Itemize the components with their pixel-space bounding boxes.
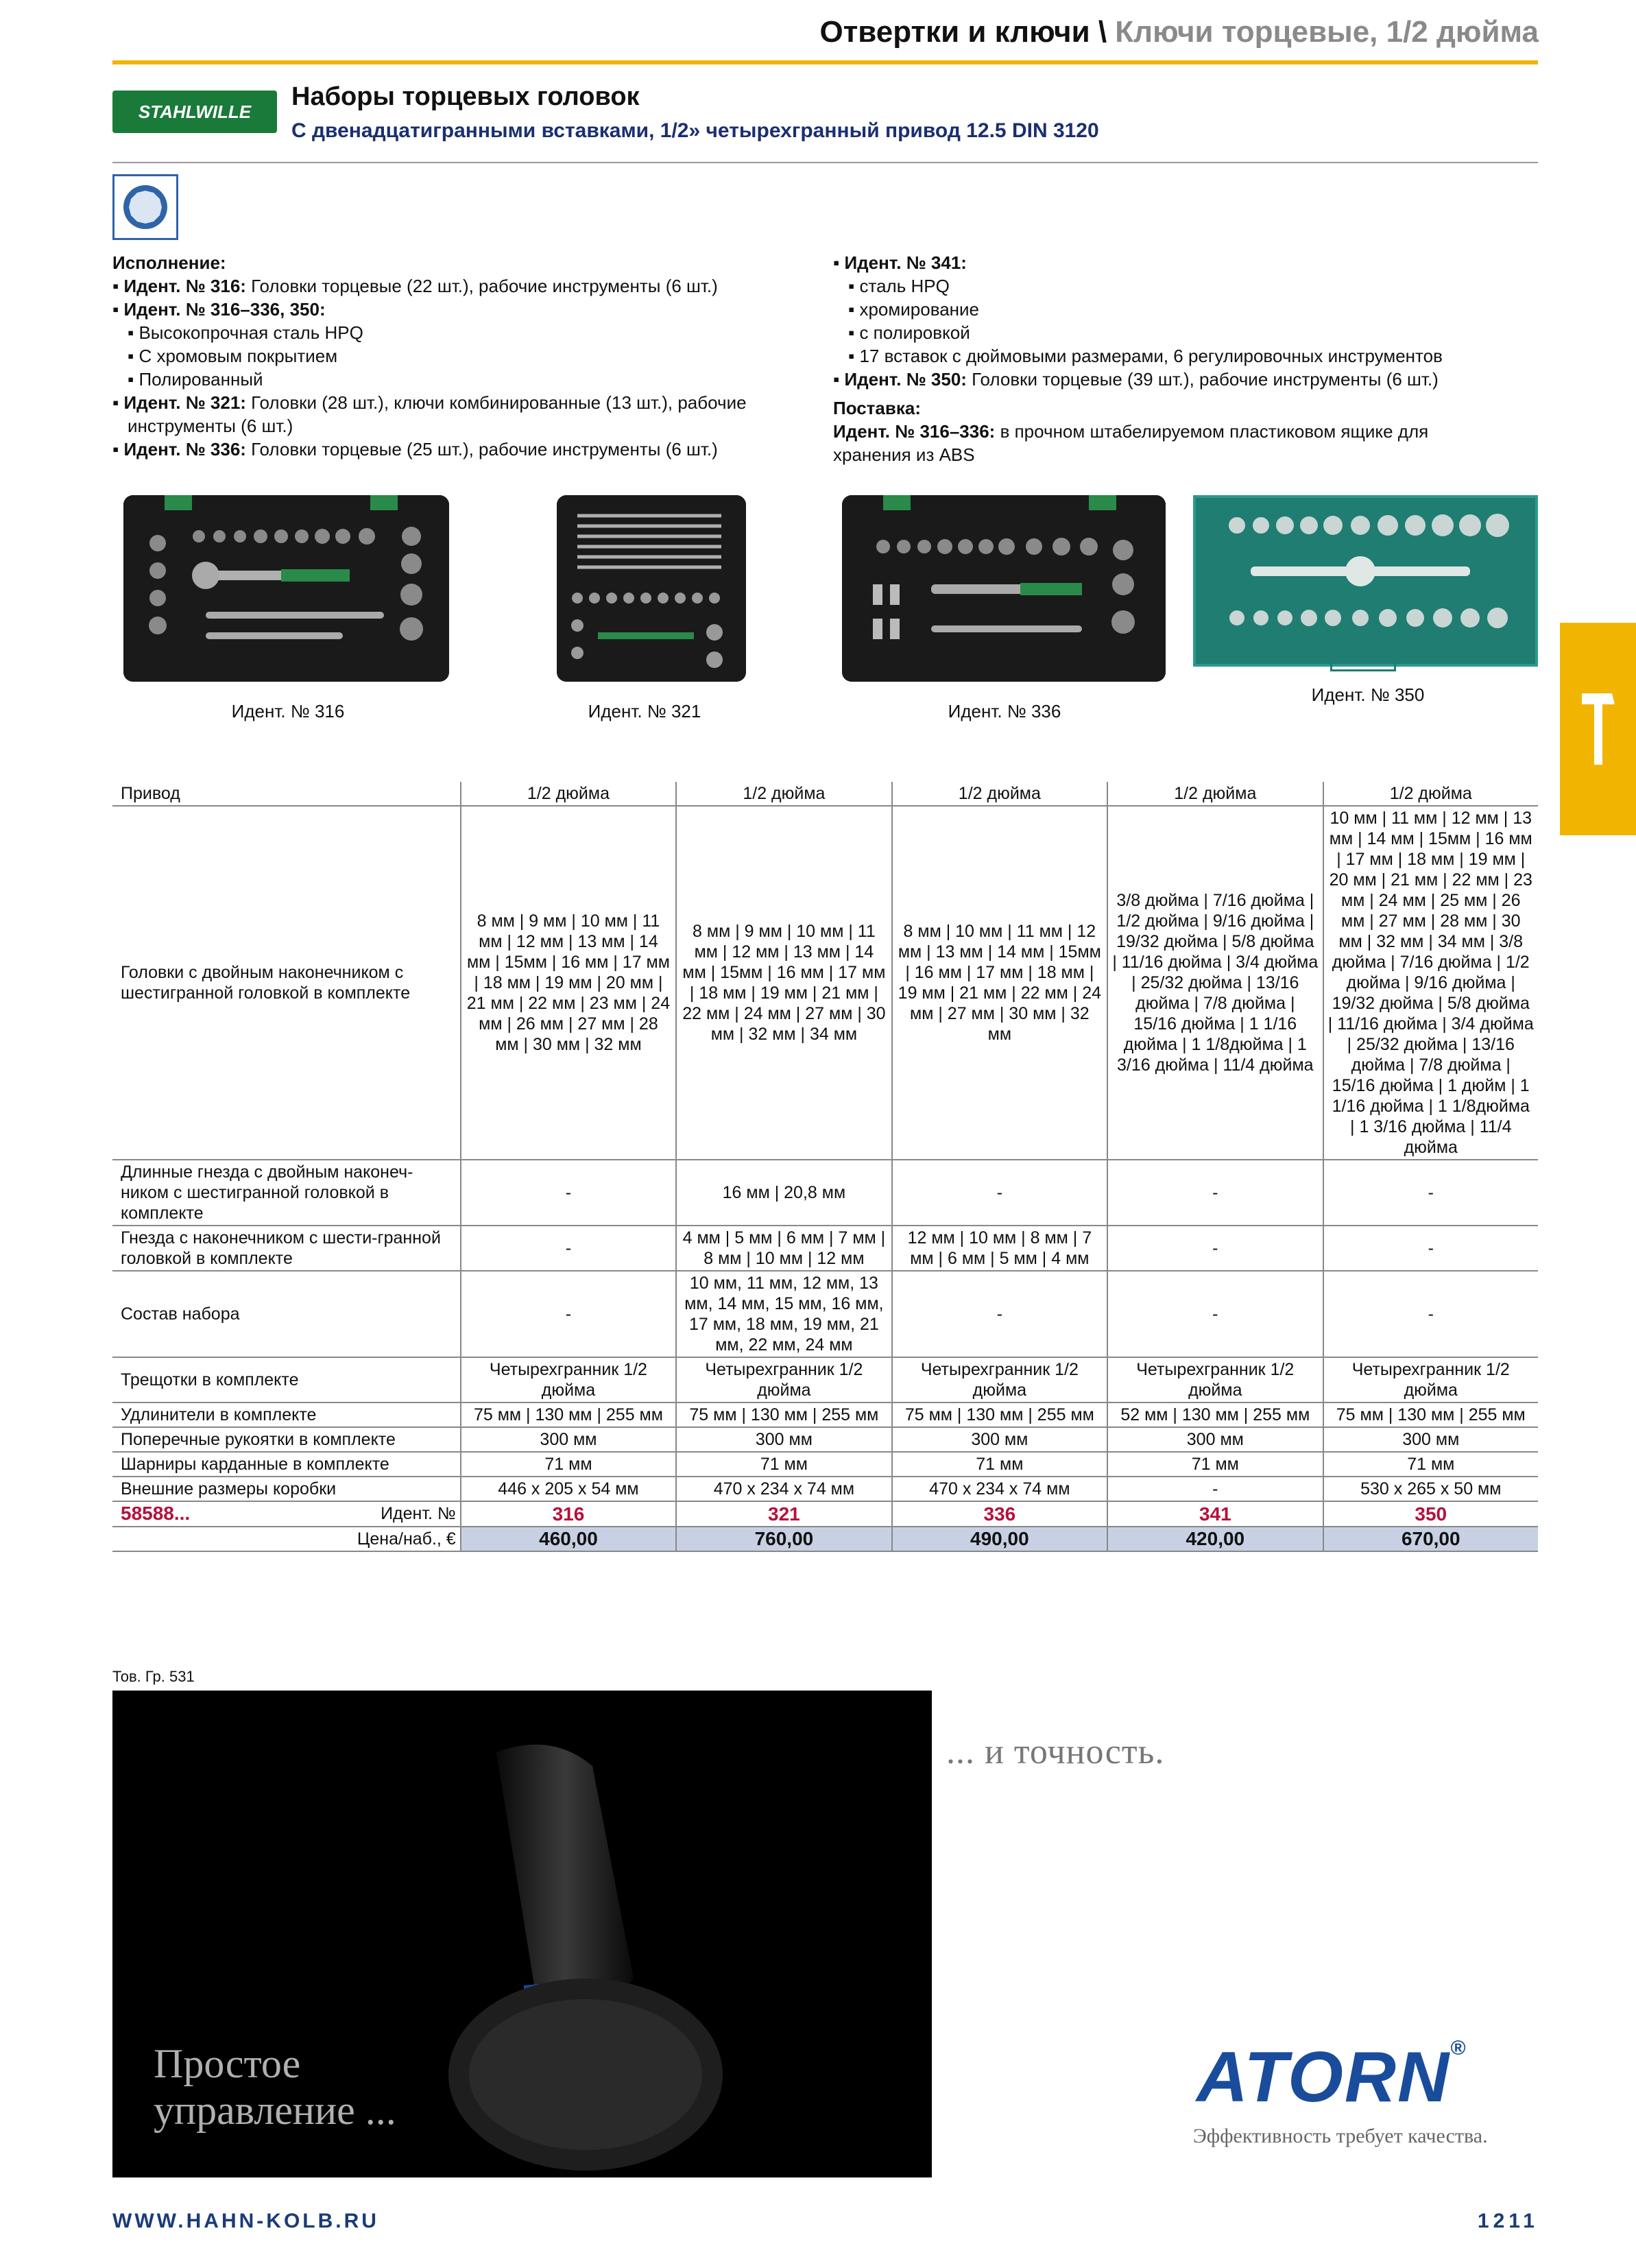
page-number: 1211 <box>1477 2210 1539 2232</box>
price-row <box>112 1527 1538 1551</box>
caption-316: Идент. № 316 <box>231 701 345 721</box>
row-label: Состав набора <box>112 1271 461 1357</box>
feature-341-chrome: хромирование <box>859 299 980 320</box>
product-group: Тов. Гр. 531 <box>112 1668 195 1685</box>
table-cell: - <box>1107 1226 1323 1271</box>
feature-hpq: Высокопрочная сталь HPQ <box>139 322 363 343</box>
caption-321: Идент. № 321 <box>588 701 701 721</box>
atorn-slogan: Эффективность требует качества. <box>1193 2125 1488 2147</box>
row-label: Поперечные рукоятки в комплекте <box>112 1427 461 1452</box>
table-cell: 52 мм | 130 мм | 255 мм <box>1107 1402 1323 1427</box>
table-row <box>112 1402 1538 1427</box>
table-row <box>112 782 1538 806</box>
row-label: Гнезда с наконечником с шести-гранной головкой в комплекте <box>112 1226 461 1271</box>
row-label: Привод <box>112 782 461 806</box>
table-cell: Четырехгранник 1/2 дюйма <box>461 1357 676 1402</box>
table-cell: 300 мм <box>461 1427 676 1452</box>
ident-336-label: Идент. № 336: <box>123 439 246 459</box>
row-label: Внешние размеры коробки <box>112 1477 461 1501</box>
ident-label-cell <box>112 1501 461 1527</box>
price-value: 760,00 <box>676 1527 891 1551</box>
table-cell: 8 мм | 9 мм | 10 мм | 11 мм | 12 мм | 13 мм | 14 мм | 15мм | 16 мм | 17 мм | 18 мм | 19 мм | 20 мм | 21 мм | 22 мм | 23 мм | 24 мм | 26 мм | 27 мм | 28 мм | 30 мм | 32 мм <box>461 806 676 1160</box>
table-cell: 12 мм | 10 мм | 8 мм | 7 мм | 6 мм | 5 мм | 4 мм <box>892 1226 1107 1271</box>
order-prefix: 58588... <box>121 1503 191 1524</box>
table-cell: 16 мм | 20,8 мм <box>676 1160 891 1226</box>
ad-tagline: ... и точность. <box>946 1732 1165 1771</box>
table-cell: 1/2 дюйма <box>892 782 1107 806</box>
table-row <box>112 1226 1538 1271</box>
product-photo-350 <box>1193 495 1538 667</box>
table-cell: Четырехгранник 1/2 дюйма <box>1107 1357 1323 1402</box>
table-cell: 71 мм <box>1107 1452 1323 1477</box>
table-cell: 4 мм | 5 мм | 6 мм | 7 мм | 8 мм | 10 мм | 12 мм <box>676 1226 891 1271</box>
page-header-title <box>819 15 1539 49</box>
ad-line-1: Простое <box>154 2041 301 2086</box>
ad-headline <box>154 2040 396 2134</box>
table-cell: 1/2 дюйма <box>1323 782 1538 806</box>
table-cell: 75 мм | 130 мм | 255 мм <box>676 1402 891 1427</box>
table-row <box>112 1427 1538 1452</box>
table-cell: 530 x 265 x 50 мм <box>1323 1477 1538 1501</box>
table-cell: 300 мм <box>676 1427 891 1452</box>
table-row <box>112 1271 1538 1357</box>
row-label: Головки с двойным наконечником с шестигранной головкой в комплекте <box>112 806 461 1160</box>
left-spec-list: Исполнение: ▪ Идент. № 316: Головки торцевые (22 шт.), рабочие инструменты (6 шт.) ▪ Идент. № 316–336, 350: ▪ Высокопрочная сталь HPQ ▪ С хромовым покрытием ▪ Полированный ▪ Идент. № 321: Головки (28 шт.), ключи комбинированные (13 шт.), рабочие инструменты (6 шт.) ▪ Идент. № 336: Головки торцевые (25 шт.), рабочие инструменты (6 шт.) <box>112 251 826 461</box>
table-cell: 1/2 дюйма <box>461 782 676 806</box>
table-cell: 75 мм | 130 мм | 255 мм <box>892 1402 1107 1427</box>
section-subtitle: С двенадцатигранными вставками, 1/2» четырехгранный привод 12.5 DIN 3120 <box>291 119 1099 142</box>
stahlwille-logo: STAHLWILLE <box>112 91 277 133</box>
header-rule <box>112 60 1538 64</box>
ident-number: 316 <box>461 1501 676 1527</box>
table-cell: 8 мм | 9 мм | 10 мм | 11 мм | 12 мм | 13 мм | 14 мм | 15мм | 16 мм | 17 мм | 18 мм | 19 мм | 21 мм | 22 мм | 24 мм | 27 мм | 30 мм | 32 мм | 34 мм <box>676 806 891 1160</box>
table-cell: 10 мм | 11 мм | 12 мм | 13 мм | 14 мм | 15мм | 16 мм | 17 мм | 18 мм | 19 мм | 20 мм | 21 мм | 22 мм | 23 мм | 24 мм | 25 мм | 26 мм | 27 мм | 28 мм | 30 мм | 32 мм | 34 мм | 3/8 дюйма | 7/16 дюйма | 1/2 дюйма | 9/16 дюйма | 19/32 дюйма | 5/8 дюйма | 11/16 дюйма | 3/4 дюйма | 25/32 дюйма | 13/16 дюйма | 7/8 дюйма | 15/16 дюйма | 1 дюйм | 1 1/16 дюйма | 1 1/8дюйма | 1 3/16 дюйма | 11/4 дюйма <box>1323 806 1538 1160</box>
ident-number: 336 <box>892 1501 1107 1527</box>
table-cell: - <box>461 1160 676 1226</box>
table-cell: - <box>1323 1160 1538 1226</box>
feature-341-inserts: 17 вставок с дюймовыми размерами, 6 регулировочных инструментов <box>859 346 1443 366</box>
table-cell: 71 мм <box>461 1452 676 1477</box>
product-photo-316 <box>123 495 449 682</box>
table-cell: - <box>1323 1271 1538 1357</box>
spec-table <box>112 782 1538 1552</box>
section-title: Наборы торцевых головок <box>291 82 640 111</box>
ident-number: 350 <box>1323 1501 1538 1527</box>
ident-label: Идент. № <box>381 1504 456 1523</box>
caption-350: Идент. № 350 <box>1311 684 1425 705</box>
ident-336-text: Головки торцевые (25 шт.), рабочие инструменты (6 шт.) <box>245 439 718 459</box>
table-row <box>112 806 1538 1160</box>
product-photo-336 <box>842 495 1166 682</box>
table-cell: Четырехгранник 1/2 дюйма <box>676 1357 891 1402</box>
table-cell: - <box>1107 1271 1323 1357</box>
header-subcategory: Ключи торцевые, 1/2 дюйма <box>1115 15 1539 49</box>
product-photo-321 <box>557 495 746 682</box>
twelve-point-socket-icon <box>112 174 178 240</box>
atorn-logo <box>1196 2037 1467 2118</box>
table-cell: 71 мм <box>892 1452 1107 1477</box>
table-cell: 470 x 234 x 74 мм <box>892 1477 1107 1501</box>
ident-321-label: Идент. № 321: <box>123 392 246 413</box>
ident-350-text: Головки торцевые (39 шт.), рабочие инструменты (6 шт.) <box>966 369 1439 390</box>
footer-url[interactable]: WWW.HAHN-KOLB.RU <box>112 2210 379 2232</box>
price-value: 460,00 <box>461 1527 676 1551</box>
row-label: Длинные гнезда с двойным наконеч-ником с шестигранной головкой в комплекте <box>112 1160 461 1226</box>
atorn-brand: ATORN <box>1196 2038 1451 2117</box>
price-value: 670,00 <box>1323 1527 1538 1551</box>
feature-341-hpq: сталь HPQ <box>859 276 950 296</box>
table-cell: - <box>1107 1160 1323 1226</box>
table-cell: - <box>1323 1226 1538 1271</box>
feature-polished: Полированный <box>139 369 263 390</box>
table-cell: 470 x 234 x 74 мм <box>676 1477 891 1501</box>
price-value: 490,00 <box>892 1527 1107 1551</box>
table-cell: 75 мм | 130 мм | 255 мм <box>461 1402 676 1427</box>
ident-316-336-label: Идент. № 316–336, 350: <box>123 299 326 320</box>
hammer-icon <box>1579 688 1617 770</box>
table-cell: 8 мм | 10 мм | 11 мм | 12 мм | 13 мм | 14 мм | 15мм | 16 мм | 17 мм | 18 мм | 19 мм | 21 мм | 22 мм | 24 мм | 27 мм | 30 мм | 32 мм <box>892 806 1107 1160</box>
delivery-heading: Поставка: <box>833 398 921 418</box>
ident-321-text: Головки (28 шт.), ключи комбинированные (13 шт.), рабочие <box>245 392 747 413</box>
table-cell: 300 мм <box>892 1427 1107 1452</box>
ident-number: 321 <box>676 1501 891 1527</box>
table-row <box>112 1160 1538 1226</box>
table-row <box>112 1357 1538 1402</box>
table-cell: - <box>461 1226 676 1271</box>
row-label: Удлинители в комплекте <box>112 1402 461 1427</box>
table-row <box>112 1477 1538 1501</box>
feature-chrome: С хромовым покрытием <box>139 346 338 366</box>
atorn-registered-mark: ® <box>1450 2037 1467 2060</box>
delivery-ident-label: Идент. № 316–336: <box>833 421 996 442</box>
delivery-text-cont: хранения из ABS <box>833 444 975 465</box>
table-cell: 1/2 дюйма <box>676 782 891 806</box>
table-cell: 1/2 дюйма <box>1107 782 1323 806</box>
table-cell: 300 мм <box>1107 1427 1323 1452</box>
table-cell: 75 мм | 130 мм | 255 мм <box>1323 1402 1538 1427</box>
table-cell: Четырехгранник 1/2 дюйма <box>892 1357 1107 1402</box>
delivery-text: в прочном штабелируемом пластиковом ящике для <box>995 421 1429 442</box>
ident-number: 341 <box>1107 1501 1323 1527</box>
table-cell: - <box>892 1160 1107 1226</box>
table-cell: 300 мм <box>1323 1427 1538 1452</box>
price-value: 420,00 <box>1107 1527 1323 1551</box>
table-cell: - <box>892 1271 1107 1357</box>
ident-350-label: Идент. № 350: <box>844 369 967 390</box>
table-cell: 3/8 дюйма | 7/16 дюйма | 1/2 дюйма | 9/16 дюйма | 19/32 дюйма | 5/8 дюйма | 11/16 дюйма | 3/4 дюйма | 25/32 дюйма | 13/16 дюйма | 7/8 дюйма | 15/16 дюйма | 1 1/16 дюйма | 1 1/8дюйма | 1 3/16 дюйма | 11/4 дюйма <box>1107 806 1323 1160</box>
section-divider <box>112 162 1538 163</box>
table-row <box>112 1452 1538 1477</box>
table-cell: 71 мм <box>676 1452 891 1477</box>
ad-line-2: управление ... <box>154 2088 396 2133</box>
feature-341-polish: с полировкой <box>859 322 970 343</box>
ident-341-label: Идент. № 341: <box>844 252 967 273</box>
table-cell: Четырехгранник 1/2 дюйма <box>1323 1357 1538 1402</box>
table-cell: 71 мм <box>1323 1452 1538 1477</box>
table-cell: - <box>461 1271 676 1357</box>
table-cell: - <box>1107 1477 1323 1501</box>
atorn-ad-image <box>112 1691 932 2177</box>
ident-316-label: Идент. № 316: <box>123 276 246 296</box>
case-350-handle <box>1330 663 1396 671</box>
table-cell: 10 мм, 11 мм, 12 мм, 13 мм, 14 мм, 15 мм, 16 мм, 17 мм, 18 мм, 19 мм, 21 мм, 22 мм, 24 мм <box>676 1271 891 1357</box>
price-label: Цена/наб., € <box>112 1527 461 1551</box>
row-label: Шарниры карданные в комплекте <box>112 1452 461 1477</box>
ident-316-text: Головки торцевые (22 шт.), рабочие инструменты (6 шт.) <box>245 276 718 296</box>
row-label: Трещотки в комплекте <box>112 1357 461 1402</box>
table-cell: 446 x 205 x 54 мм <box>461 1477 676 1501</box>
caption-336: Идент. № 336 <box>948 701 1061 721</box>
header-category: Отвертки и ключи \ <box>819 15 1116 49</box>
ident-321-text-cont: инструменты (6 шт.) <box>128 416 293 436</box>
right-spec-list: ▪ Идент. № 341: ▪ сталь HPQ ▪ хромирование ▪ с полировкой ▪ 17 вставок с дюймовыми размерами, 6 регулировочных инструментов ▪ Идент. № 350: Головки торцевые (39 шт.), рабочие инструменты (6 шт.) Поставка: Идент. № 316–336: в прочном штабелируемом пластиковом ящике для хранения из ABS <box>833 251 1538 466</box>
execution-heading: Исполнение: <box>112 252 226 273</box>
category-side-tab <box>1560 623 1636 835</box>
ident-row <box>112 1501 1538 1527</box>
